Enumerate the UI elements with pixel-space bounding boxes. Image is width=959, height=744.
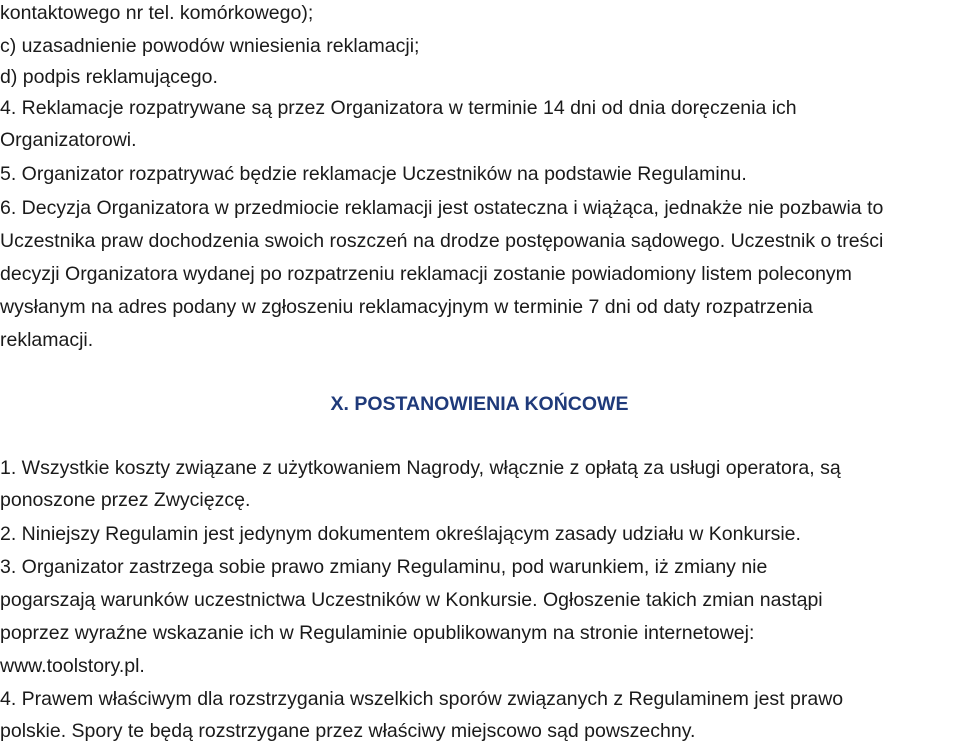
paragraph-line: 2. Niniejszy Regulamin jest jedynym dokumentem określającym zasady udziału w Konkursie. (0, 523, 801, 545)
paragraph-line: 4. Reklamacje rozpatrywane są przez Organizatora w terminie 14 dni od dnia doręczenia ich (0, 97, 797, 119)
paragraph-line: 4. Prawem właściwym dla rozstrzygania wszelkich sporów związanych z Regulaminem jest prawo (0, 688, 844, 710)
paragraph-line: d) podpis reklamującego. (0, 66, 218, 88)
paragraph-line: 3. Organizator zastrzega sobie prawo zmiany Regulaminu, pod warunkiem, iż zmiany nie (0, 556, 768, 578)
paragraph-line: Organizatorowi. (0, 129, 137, 151)
paragraph-line: decyzji Organizatora wydanej po rozpatrzeniu reklamacji zostanie powiadomiony listem poleconym (0, 263, 852, 285)
paragraph-line: Uczestnika praw dochodzenia swoich roszczeń na drodze postępowania sądowego. Uczestnik o treści (0, 230, 884, 252)
paragraph-line: ponoszone przez Zwycięzcę. (0, 489, 251, 511)
paragraph-line: polskie. Spory te będą rozstrzygane przez właściwy miejscowo sąd powszechny. (0, 720, 696, 742)
paragraph-line: 5. Organizator rozpatrywać będzie reklamacje Uczestników na podstawie Regulaminu. (0, 163, 747, 185)
paragraph-line: kontaktowego nr tel. komórkowego); (0, 2, 314, 24)
paragraph-line: reklamacji. (0, 329, 94, 351)
paragraph-line: c) uzasadnienie powodów wniesienia reklamacji; (0, 35, 420, 57)
paragraph-line: pogarszają warunków uczestnictwa Uczestników w Konkursie. Ogłoszenie takich zmian nastąpi (0, 589, 823, 611)
paragraph-line: www.toolstory.pl. (0, 655, 145, 677)
paragraph-line: wysłanym na adres podany w zgłoszeniu reklamacyjnym w terminie 7 dni od daty rozpatrzenia (0, 296, 813, 318)
section-heading: X. POSTANOWIENIA KOŃCOWE (330, 393, 629, 415)
paragraph-line: poprzez wyraźne wskazanie ich w Regulaminie opublikowanym na stronie internetowej: (0, 622, 755, 644)
paragraph-line: 6. Decyzja Organizatora w przedmiocie reklamacji jest ostateczna i wiążąca, jednakże nie pozbawia to (0, 197, 884, 219)
paragraph-line: 1. Wszystkie koszty związane z użytkowaniem Nagrody, włącznie z opłatą za usługi operatora, są (0, 457, 841, 479)
